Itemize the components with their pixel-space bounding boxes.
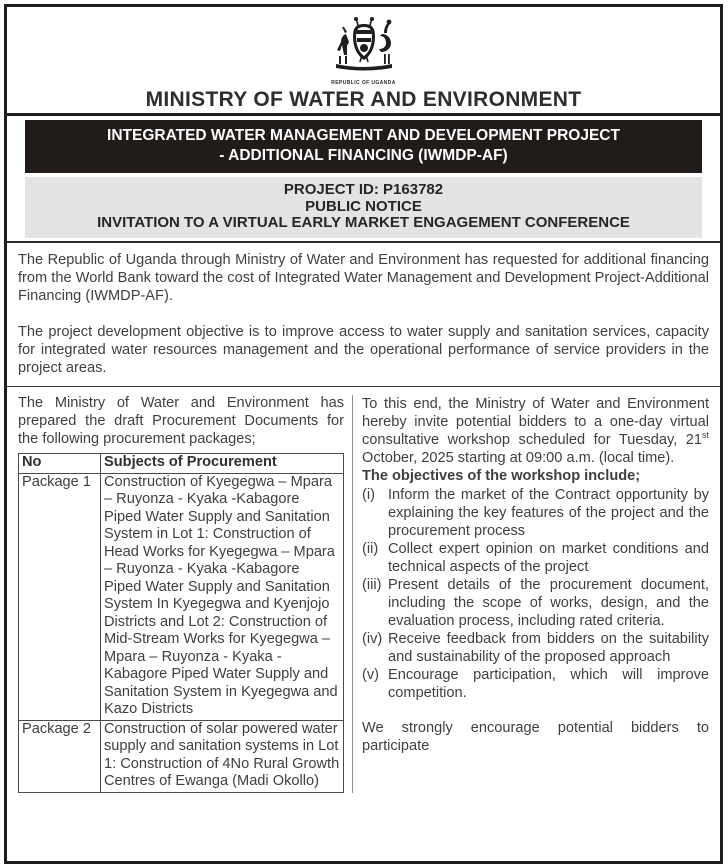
list-text: Present details of the procurement document, including the scope of works, design, and the evaluation process, including rated criteria.: [388, 577, 709, 629]
intro-paragraph-2: The project development objective is to improve access to water supply and sanitation services, capacity for integrated water resources management and the operational performance of service providers in the project areas.: [18, 323, 709, 376]
public-notice-label: PUBLIC NOTICE: [305, 197, 422, 215]
page-title: MINISTRY OF WATER AND ENVIRONMENT: [145, 88, 582, 111]
left-column: [18, 395, 352, 793]
list-marker: (i): [362, 487, 375, 503]
list-item: [362, 486, 709, 540]
header-subjects: Subjects of Procurement: [101, 454, 344, 474]
workshop-invite-text-cont: October, 2025 starting at 09:00 a.m. (local time).: [362, 450, 675, 466]
banner-divider: [7, 241, 720, 243]
table-header-row: [19, 454, 344, 474]
list-text: Receive feedback from bidders on the suitability and sustainability of the proposed approach: [388, 631, 709, 665]
objectives-list: [362, 486, 709, 702]
ordinal-suffix: st: [701, 430, 709, 441]
project-banner: [25, 120, 702, 173]
package-1-subject: Construction of Kyegegwa – Mpara – Ruyonza - Kyaka -Kabagore Piped Water Supply and Sanitation System in Lot 1: Construction of Head Works for Kyegegwa – Mpara – Ruyonza - Kyaka -Kabagore Piped Water Supply and Sanitation System In Kyegegwa and Kyenjojo Districts and Lot 2: Construction of Mid-Stream Works for Kyegegwa – Mpara – Ruyonza - Kyaka -Kabagore Piped Water Supply and Sanitation System in Kyegegwa and Kazo Districts: [101, 473, 344, 720]
list-marker: (v): [362, 667, 380, 683]
project-id: PROJECT ID: P163782: [283, 181, 444, 198]
project-banner-line1: INTEGRATED WATER MANAGEMENT AND DEVELOPMENT PROJECT: [107, 127, 620, 144]
notice-banner: [25, 177, 702, 238]
closing-paragraph: We strongly encourage potential bidders to participate: [362, 720, 709, 754]
table-row: [19, 720, 344, 792]
project-banner-line2: - ADDITIONAL FINANCING (IWMDP-AF): [219, 147, 508, 164]
package-2-label: Package 2: [19, 720, 101, 792]
procurement-lead: The Ministry of Water and Environment has prepared the draft Procurement Documents for the following procurement packages;: [18, 395, 344, 447]
list-item: [362, 576, 709, 630]
objectives-heading: The objectives of the workshop include;: [362, 468, 641, 484]
two-column-section: [18, 395, 709, 793]
list-item: [362, 666, 709, 702]
republic-label: REPUBLIC OF UGANDA: [331, 80, 396, 86]
list-text: Collect expert opinion on market conditions and technical aspects of the project: [388, 541, 709, 575]
list-marker: (ii): [362, 541, 379, 557]
list-marker: (iv): [362, 631, 383, 647]
procurement-table: [18, 453, 344, 793]
notice-page: [4, 4, 723, 864]
title-divider: [7, 113, 720, 116]
workshop-invite-text: To this end, the Ministry of Water and Environment hereby invite potential bidders to a one-day virtual consultative workshop scheduled for Tuesday, 21: [362, 396, 709, 448]
section-divider: [7, 386, 720, 388]
invitation-title: INVITATION TO A VIRTUAL EARLY MARKET ENGAGEMENT CONFERENCE: [97, 214, 630, 231]
list-item: [362, 540, 709, 576]
workshop-invite-paragraph: [362, 395, 709, 467]
list-marker: (iii): [362, 577, 382, 593]
table-row: [19, 473, 344, 720]
intro-section: [18, 251, 709, 377]
intro-paragraph-1: The Republic of Uganda through Ministry of Water and Environment has requested for additional financing from the World Bank toward the cost of Integrated Water Management and Development Project-Additional Financing (IWMDP-AF).: [18, 251, 709, 304]
list-text: Inform the market of the Contract opportunity by explaining the key features of the project and the procurement process: [388, 487, 709, 539]
package-1-label: Package 1: [19, 473, 101, 720]
list-item: [362, 630, 709, 666]
crest-section: [18, 7, 709, 86]
list-text: Encourage participation, which will improve competition.: [388, 667, 709, 701]
header-no: No: [19, 454, 101, 474]
right-column: [353, 395, 709, 793]
uganda-coat-of-arms-icon: [318, 61, 410, 78]
package-2-subject: Construction of solar powered water supply and sanitation systems in Lot 1: Construction of 4No Rural Growth Centres of Ewanga (Madi Okollo): [101, 720, 344, 792]
